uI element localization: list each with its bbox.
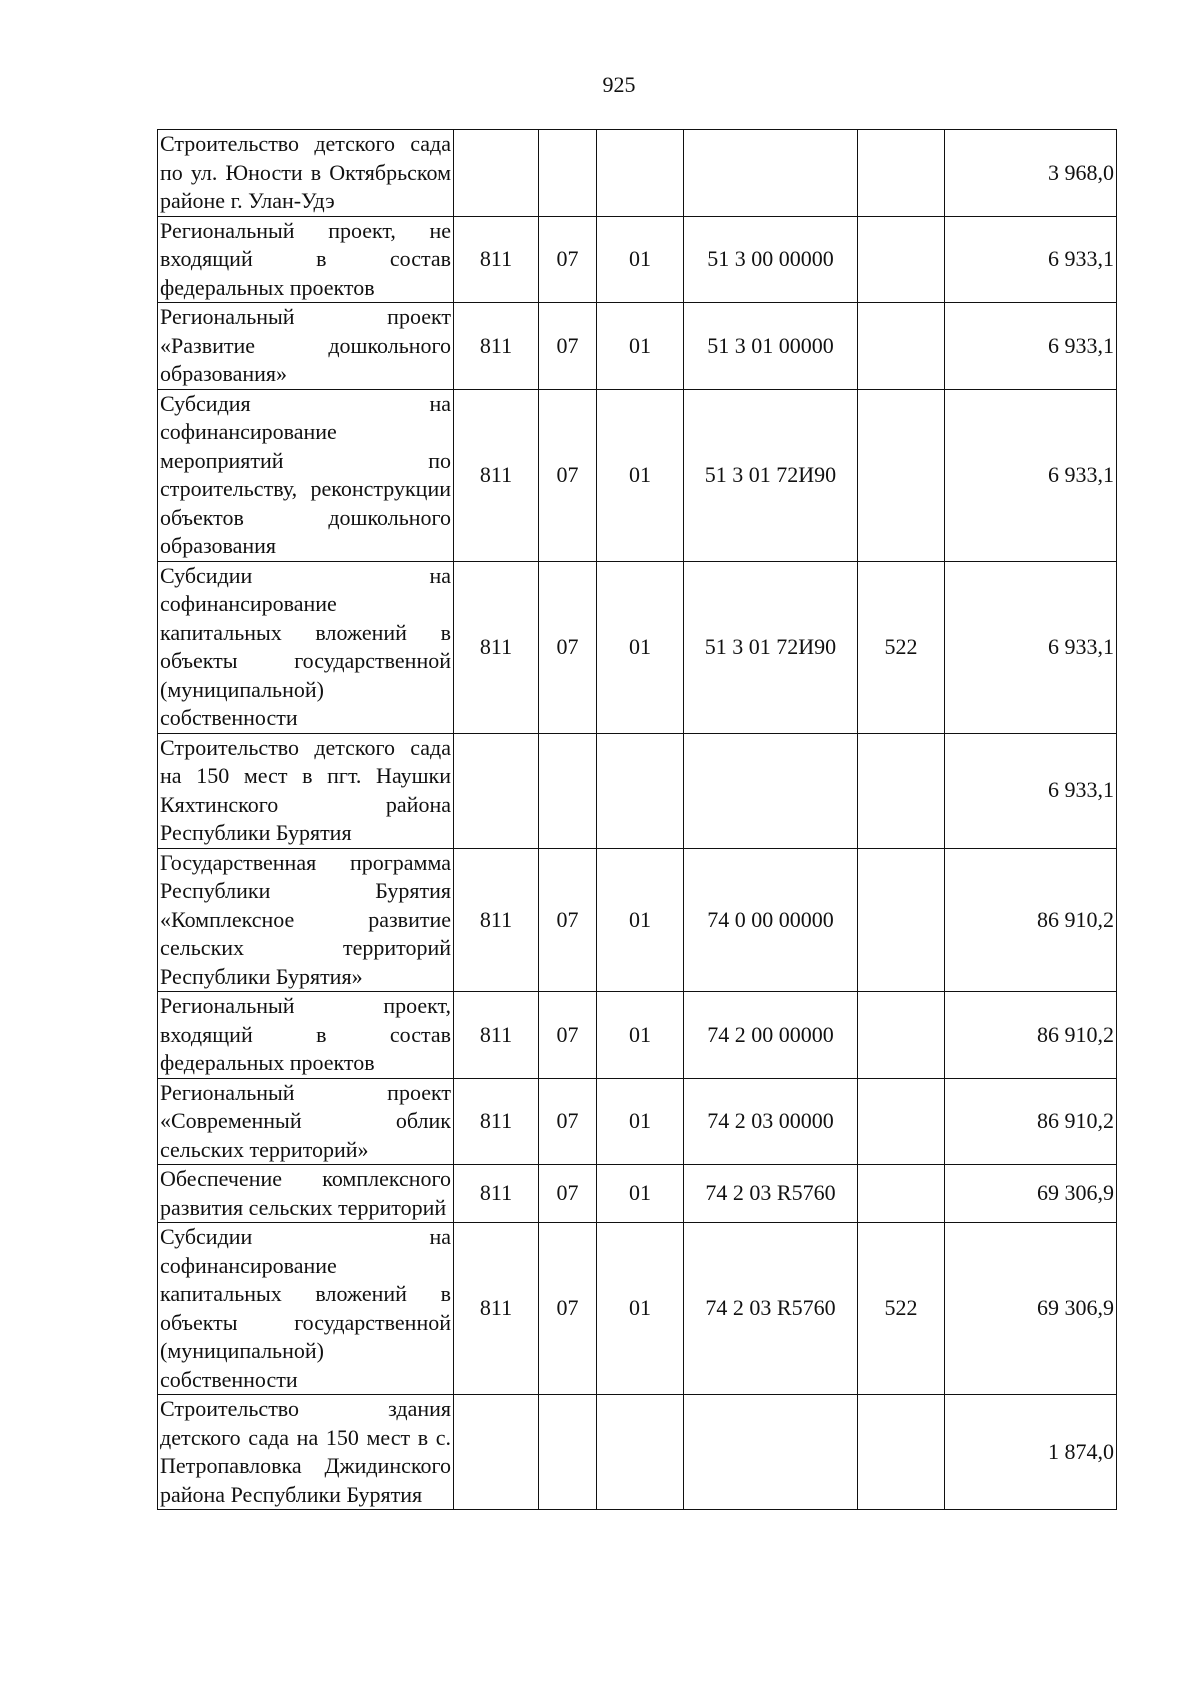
department-code-cell: 811: [454, 848, 539, 992]
expense-type-cell: [858, 1395, 945, 1510]
department-code-cell: 811: [454, 1078, 539, 1165]
department-code-cell: [454, 130, 539, 217]
expense-type-cell: [858, 130, 945, 217]
department-code-cell: 811: [454, 389, 539, 561]
row-name-cell: Субсидии на софинансирование капитальных вложений в объекты государственной (муниципальной) собственности: [158, 1223, 454, 1395]
amount-cell: 6 933,1: [945, 303, 1117, 390]
page-number: 925: [602, 72, 636, 97]
target-article-cell: 74 0 00 00000: [684, 848, 858, 992]
table-row: [158, 733, 1117, 848]
table-row: [158, 848, 1117, 992]
section-cell: 07: [539, 1078, 597, 1165]
target-article-cell: [684, 130, 858, 217]
amount-cell: 1 874,0: [945, 1395, 1117, 1510]
row-name-cell: Обеспечение комплексного развития сельских территорий: [158, 1165, 454, 1223]
target-article-cell: 51 3 01 72И90: [684, 389, 858, 561]
department-code-cell: [454, 1395, 539, 1510]
subsection-cell: 01: [597, 303, 684, 390]
row-name-cell: Строительство здания детского сада на 150 мест в с. Петропавловка Джидинского района Республики Бурятия: [158, 1395, 454, 1510]
expense-type-cell: 522: [858, 1223, 945, 1395]
table-row: [158, 216, 1117, 303]
section-cell: 07: [539, 1165, 597, 1223]
expense-type-cell: [858, 992, 945, 1079]
target-article-cell: 74 2 03 00000: [684, 1078, 858, 1165]
amount-cell: 86 910,2: [945, 992, 1117, 1079]
target-article-cell: [684, 1395, 858, 1510]
expense-type-cell: [858, 389, 945, 561]
row-name-cell: Региональный проект «Современный облик сельских территорий»: [158, 1078, 454, 1165]
department-code-cell: 811: [454, 303, 539, 390]
expense-type-cell: [858, 848, 945, 992]
subsection-cell: 01: [597, 848, 684, 992]
subsection-cell: 01: [597, 389, 684, 561]
row-name-cell: Региональный проект, не входящий в состав федеральных проектов: [158, 216, 454, 303]
section-cell: [539, 1395, 597, 1510]
target-article-cell: 51 3 00 00000: [684, 216, 858, 303]
section-cell: 07: [539, 561, 597, 733]
target-article-cell: 74 2 03 R5760: [684, 1223, 858, 1395]
amount-cell: 86 910,2: [945, 848, 1117, 992]
table-row: [158, 1223, 1117, 1395]
target-article-cell: 74 2 03 R5760: [684, 1165, 858, 1223]
expense-type-cell: 522: [858, 561, 945, 733]
amount-cell: 3 968,0: [945, 130, 1117, 217]
table-row: [158, 561, 1117, 733]
subsection-cell: 01: [597, 992, 684, 1079]
row-name-cell: Региональный проект «Развитие дошкольного образования»: [158, 303, 454, 390]
expense-type-cell: [858, 303, 945, 390]
row-name-cell: Региональный проект, входящий в состав федеральных проектов: [158, 992, 454, 1079]
expense-type-cell: [858, 216, 945, 303]
target-article-cell: 74 2 00 00000: [684, 992, 858, 1079]
budget-table: [157, 129, 1117, 1510]
subsection-cell: 01: [597, 1165, 684, 1223]
section-cell: [539, 733, 597, 848]
subsection-cell: 01: [597, 561, 684, 733]
row-name-cell: Строительство детского сада на 150 мест в пгт. Наушки Кяхтинского района Республики Бурятия: [158, 733, 454, 848]
amount-cell: 6 933,1: [945, 216, 1117, 303]
target-article-cell: 51 3 01 00000: [684, 303, 858, 390]
amount-cell: 6 933,1: [945, 561, 1117, 733]
table-row: [158, 1165, 1117, 1223]
row-name-cell: Субсидия на софинансирование мероприятий по строительству, реконструкции объектов дошкольного образования: [158, 389, 454, 561]
row-name-cell: Строительство детского сада по ул. Юности в Октябрьском районе г. Улан-Удэ: [158, 130, 454, 217]
table-row: [158, 303, 1117, 390]
department-code-cell: [454, 733, 539, 848]
subsection-cell: [597, 1395, 684, 1510]
department-code-cell: 811: [454, 1165, 539, 1223]
row-name-cell: Государственная программа Республики Бурятия «Комплексное развитие сельских территорий Республики Бурятия»: [158, 848, 454, 992]
table-row: [158, 1078, 1117, 1165]
section-cell: [539, 130, 597, 217]
department-code-cell: 811: [454, 1223, 539, 1395]
subsection-cell: 01: [597, 1078, 684, 1165]
amount-cell: 6 933,1: [945, 733, 1117, 848]
target-article-cell: [684, 733, 858, 848]
section-cell: 07: [539, 1223, 597, 1395]
department-code-cell: 811: [454, 216, 539, 303]
section-cell: 07: [539, 389, 597, 561]
subsection-cell: 01: [597, 1223, 684, 1395]
table-row: [158, 1395, 1117, 1510]
expense-type-cell: [858, 733, 945, 848]
table-row: [158, 992, 1117, 1079]
section-cell: 07: [539, 216, 597, 303]
budget-table-body: [158, 130, 1117, 1510]
subsection-cell: [597, 130, 684, 217]
amount-cell: 69 306,9: [945, 1165, 1117, 1223]
subsection-cell: 01: [597, 216, 684, 303]
target-article-cell: 51 3 01 72И90: [684, 561, 858, 733]
table-row: [158, 130, 1117, 217]
section-cell: 07: [539, 848, 597, 992]
section-cell: 07: [539, 303, 597, 390]
amount-cell: 86 910,2: [945, 1078, 1117, 1165]
expense-type-cell: [858, 1078, 945, 1165]
section-cell: 07: [539, 992, 597, 1079]
amount-cell: 69 306,9: [945, 1223, 1117, 1395]
amount-cell: 6 933,1: [945, 389, 1117, 561]
row-name-cell: Субсидии на софинансирование капитальных вложений в объекты государственной (муниципальной) собственности: [158, 561, 454, 733]
subsection-cell: [597, 733, 684, 848]
department-code-cell: 811: [454, 561, 539, 733]
expense-type-cell: [858, 1165, 945, 1223]
table-row: [158, 389, 1117, 561]
department-code-cell: 811: [454, 992, 539, 1079]
